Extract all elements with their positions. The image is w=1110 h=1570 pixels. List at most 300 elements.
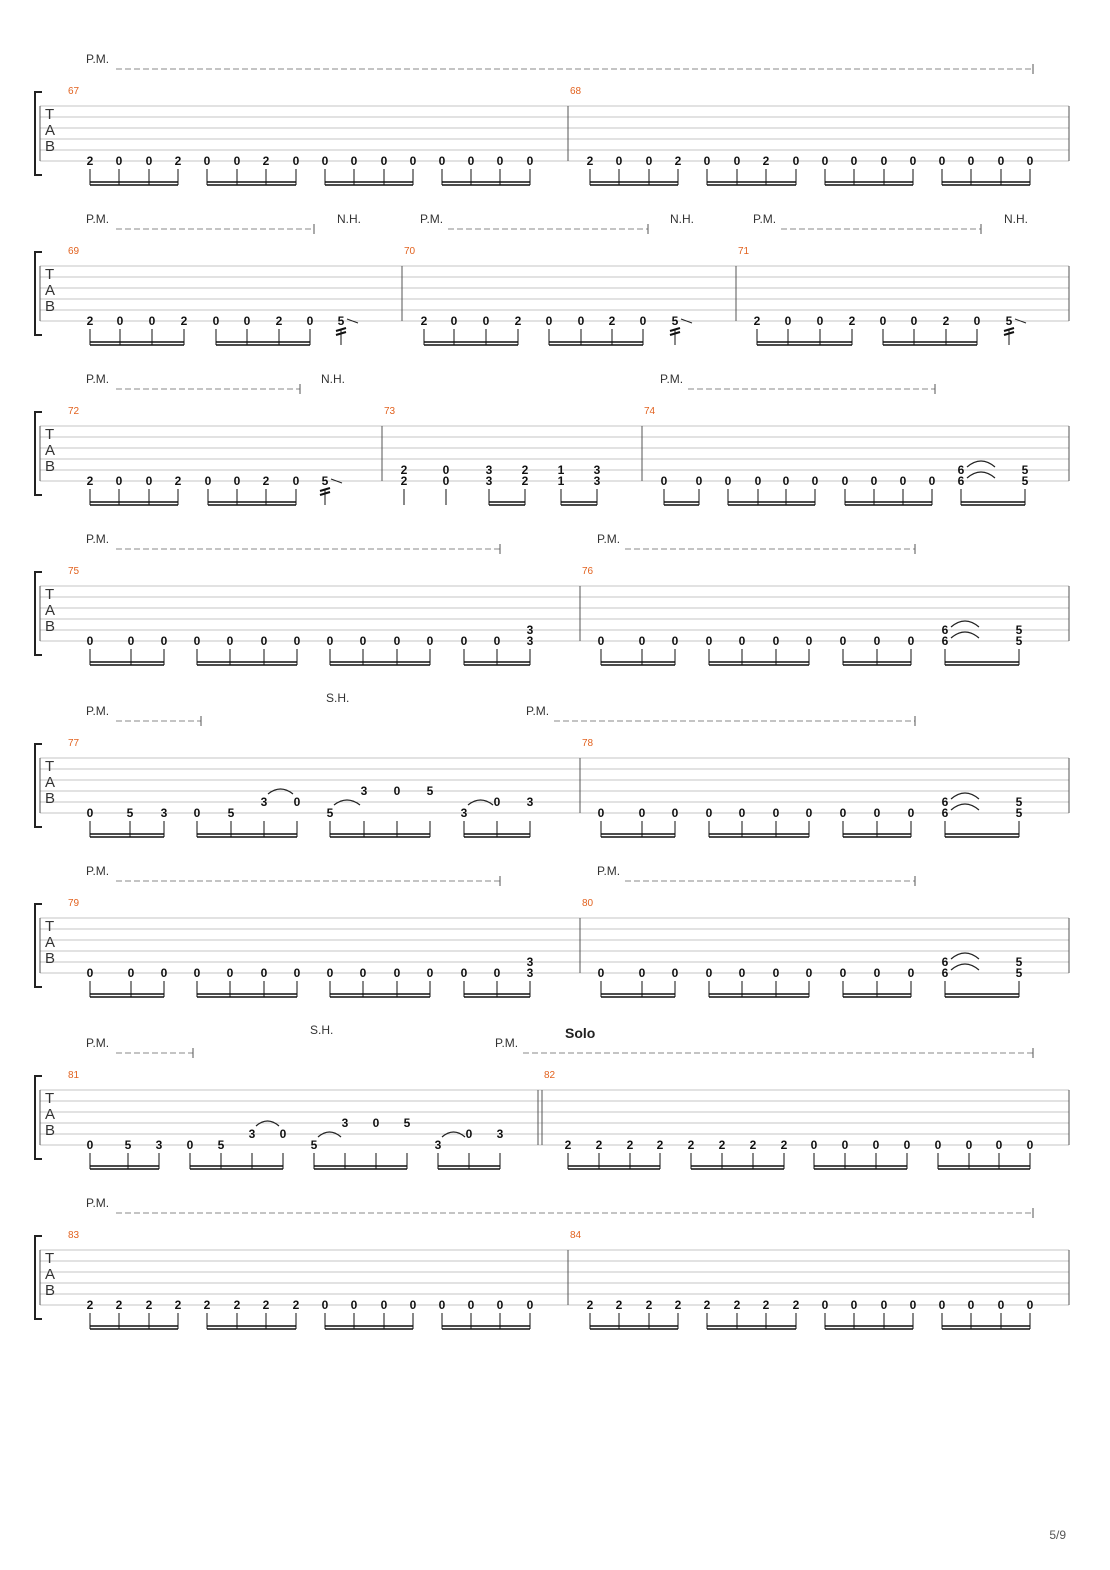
fret-number: 2 (86, 154, 94, 168)
fret-number: 0 (442, 474, 450, 488)
tab-clef-letter: B (45, 950, 56, 967)
fret-number: 0 (467, 154, 475, 168)
fret-number: 0 (86, 806, 94, 820)
fret-number: 0 (193, 634, 201, 648)
fret-number: 0 (928, 474, 936, 488)
fret-number: 0 (203, 154, 211, 168)
fret-number: 2 (262, 154, 270, 168)
fret-number: 0 (293, 795, 301, 809)
fret-number: 0 (526, 154, 534, 168)
system-bracket (35, 744, 42, 827)
fret-number: 0 (148, 314, 156, 328)
fret-number: 3 (593, 474, 601, 488)
fret-number: 0 (393, 966, 401, 980)
fret-number: 5 (1015, 623, 1023, 637)
fret-number: 3 (526, 955, 534, 969)
fret-number: 0 (724, 474, 732, 488)
fret-number: 0 (292, 474, 300, 488)
tie-arc (951, 793, 979, 799)
fret-number: 2 (86, 314, 94, 328)
fret-number: 6 (957, 463, 965, 477)
fret-number: 0 (465, 1127, 473, 1141)
fret-number: 0 (792, 154, 800, 168)
fret-number: 2 (400, 474, 408, 488)
fret-number: 0 (350, 154, 358, 168)
fret-number: 0 (899, 474, 907, 488)
fret-number: 0 (821, 154, 829, 168)
fret-number: 2 (780, 1138, 788, 1152)
fret-number: 0 (438, 1298, 446, 1312)
fret-number: 0 (326, 966, 334, 980)
tie-arc (951, 804, 979, 810)
section-label-solo: Solo (565, 1025, 596, 1041)
fret-number: 6 (941, 955, 949, 969)
fret-number: 0 (450, 314, 458, 328)
fret-number: 0 (442, 463, 450, 477)
tab-clef-letter: A (45, 602, 56, 619)
fret-number: 0 (359, 634, 367, 648)
fret-number: 5 (310, 1138, 318, 1152)
tab-clef-letter: A (45, 282, 56, 299)
annotation-pm: P.M. (597, 532, 621, 546)
measure-number: 70 (404, 246, 416, 257)
fret-number: 5 (1005, 314, 1013, 328)
measure-number: 69 (68, 246, 80, 257)
fret-number: 2 (626, 1138, 634, 1152)
fret-number: 0 (934, 1138, 942, 1152)
fret-number: 2 (174, 474, 182, 488)
fret-number: 0 (811, 474, 819, 488)
fret-number: 0 (903, 1138, 911, 1152)
fret-number: 2 (687, 1138, 695, 1152)
fret-number: 0 (805, 806, 813, 820)
fret-number: 3 (526, 623, 534, 637)
fret-number: 0 (279, 1127, 287, 1141)
fret-number: 0 (879, 314, 887, 328)
fret-number: 2 (733, 1298, 741, 1312)
fret-number: 0 (965, 1138, 973, 1152)
fret-number: 5 (1015, 806, 1023, 820)
system-bracket (35, 1236, 42, 1319)
tab-clef-letter: T (45, 1090, 55, 1107)
fret-number: 0 (880, 1298, 888, 1312)
fret-number: 0 (597, 806, 605, 820)
annotation-pm: P.M. (660, 372, 684, 386)
tab-clef-letter: T (45, 106, 55, 123)
annotation-pm: P.M. (86, 212, 110, 226)
fret-number: 0 (321, 154, 329, 168)
fret-number: 5 (671, 314, 679, 328)
annotation-pm: P.M. (86, 532, 110, 546)
fret-number: 2 (180, 314, 188, 328)
measure-number: 68 (570, 86, 582, 97)
fret-number: 2 (586, 1298, 594, 1312)
fret-number: 0 (805, 966, 813, 980)
fret-number: 0 (260, 966, 268, 980)
fret-number: 3 (341, 1116, 349, 1130)
fret-number: 0 (671, 806, 679, 820)
measure-number: 81 (68, 1070, 80, 1081)
fret-number: 0 (841, 1138, 849, 1152)
fret-number: 0 (145, 154, 153, 168)
fret-number: 3 (160, 806, 168, 820)
fret-number: 5 (326, 806, 334, 820)
fret-number: 5 (227, 806, 235, 820)
fret-number: 0 (703, 154, 711, 168)
fret-number: 3 (155, 1138, 163, 1152)
fret-number: 3 (360, 784, 368, 798)
fret-number: 0 (784, 314, 792, 328)
fret-number: 2 (608, 314, 616, 328)
tab-clef-letter: B (45, 138, 56, 155)
tab-clef-letter: A (45, 122, 56, 139)
annotation-pm: P.M. (86, 372, 110, 386)
fret-number: 0 (482, 314, 490, 328)
measure-number: 83 (68, 1230, 80, 1241)
fret-number: 0 (186, 1138, 194, 1152)
fret-number: 0 (638, 634, 646, 648)
annotation-pm: P.M. (86, 864, 110, 878)
fret-number: 0 (243, 314, 251, 328)
annotation-sh: S.H. (326, 691, 350, 705)
tab-clef-letter: B (45, 1282, 56, 1299)
fret-number: 0 (782, 474, 790, 488)
fret-number: 2 (848, 314, 856, 328)
fret-number: 0 (870, 474, 878, 488)
fret-number: 3 (496, 1127, 504, 1141)
fret-number: 0 (233, 154, 241, 168)
fret-number: 0 (380, 1298, 388, 1312)
annotation-nh: N.H. (337, 212, 361, 226)
annotation-pm: P.M. (86, 1196, 110, 1210)
fret-number: 3 (485, 463, 493, 477)
fret-number: 0 (638, 806, 646, 820)
fret-number: 0 (738, 634, 746, 648)
fret-number: 0 (997, 154, 1005, 168)
tab-clef-letter: T (45, 426, 55, 443)
tab-clef-letter: A (45, 774, 56, 791)
fret-number: 0 (116, 314, 124, 328)
fret-number: 0 (880, 154, 888, 168)
fret-number: 2 (514, 314, 522, 328)
fret-number: 1 (557, 474, 565, 488)
fret-number: 0 (850, 1298, 858, 1312)
tab-clef-letter: T (45, 266, 55, 283)
tie-arc (967, 461, 995, 467)
fret-number: 3 (248, 1127, 256, 1141)
fret-number: 0 (160, 966, 168, 980)
tab-clef-letter: B (45, 1122, 56, 1139)
fret-number: 0 (226, 634, 234, 648)
fret-number: 2 (521, 474, 529, 488)
measure-number: 67 (68, 86, 80, 97)
fret-number: 6 (941, 634, 949, 648)
fret-number: 2 (262, 474, 270, 488)
fret-number: 2 (749, 1138, 757, 1152)
fret-number: 2 (292, 1298, 300, 1312)
fret-number: 0 (997, 1298, 1005, 1312)
fret-number: 2 (233, 1298, 241, 1312)
fret-number: 0 (460, 634, 468, 648)
fret-number: 2 (942, 314, 950, 328)
fret-number: 2 (420, 314, 428, 328)
annotation-pm: P.M. (753, 212, 777, 226)
fret-number: 2 (400, 463, 408, 477)
fret-number: 5 (126, 806, 134, 820)
fret-number: 5 (1015, 634, 1023, 648)
fret-number: 0 (1026, 154, 1034, 168)
fret-number: 5 (337, 314, 345, 328)
fret-number: 0 (493, 966, 501, 980)
annotation-nh: N.H. (670, 212, 694, 226)
fret-number: 0 (995, 1138, 1003, 1152)
fret-number: 2 (174, 154, 182, 168)
fret-number: 0 (810, 1138, 818, 1152)
fret-number: 0 (460, 966, 468, 980)
fret-number: 0 (160, 634, 168, 648)
fret-number: 0 (115, 154, 123, 168)
fret-number: 0 (873, 966, 881, 980)
fret-number: 0 (705, 634, 713, 648)
annotation-sh: S.H. (310, 1023, 334, 1037)
fret-number: 0 (639, 314, 647, 328)
fret-number: 0 (193, 966, 201, 980)
fret-number: 5 (124, 1138, 132, 1152)
fret-number: 6 (941, 623, 949, 637)
tab-clef-letter: T (45, 1250, 55, 1267)
fret-number: 2 (595, 1138, 603, 1152)
fret-number: 2 (115, 1298, 123, 1312)
fret-number: 0 (772, 634, 780, 648)
fret-number: 0 (493, 795, 501, 809)
fret-number: 5 (426, 784, 434, 798)
tab-clef-letter: A (45, 442, 56, 459)
annotation-pm: P.M. (86, 704, 110, 718)
tab-clef-letter: B (45, 298, 56, 315)
fret-number: 0 (526, 1298, 534, 1312)
fret-number: 0 (293, 634, 301, 648)
fret-number: 0 (426, 966, 434, 980)
fret-number: 0 (907, 806, 915, 820)
fret-number: 2 (762, 1298, 770, 1312)
tab-clef-letter: B (45, 790, 56, 807)
fret-number: 0 (695, 474, 703, 488)
fret-number: 0 (967, 154, 975, 168)
tab-clef-letter: T (45, 918, 55, 935)
fret-number: 0 (226, 966, 234, 980)
fret-number: 6 (957, 474, 965, 488)
fret-number: 0 (321, 1298, 329, 1312)
system-bracket (35, 92, 42, 175)
fret-number: 2 (86, 1298, 94, 1312)
fret-number: 0 (907, 966, 915, 980)
fret-number: 0 (821, 1298, 829, 1312)
measure-number: 71 (738, 246, 750, 257)
fret-number: 0 (86, 634, 94, 648)
measure-number: 72 (68, 406, 80, 417)
measure-number: 82 (544, 1070, 556, 1081)
tie-arc (951, 621, 979, 627)
measure-number: 84 (570, 1230, 582, 1241)
fret-number: 0 (872, 1138, 880, 1152)
annotation-nh: N.H. (1004, 212, 1028, 226)
fret-number: 0 (493, 634, 501, 648)
fret-number: 2 (792, 1298, 800, 1312)
fret-number: 2 (174, 1298, 182, 1312)
fret-number: 0 (754, 474, 762, 488)
system-bracket (35, 904, 42, 987)
fret-number: 0 (873, 634, 881, 648)
fret-number: 0 (973, 314, 981, 328)
fret-number: 0 (671, 966, 679, 980)
fret-number: 0 (733, 154, 741, 168)
fret-number: 0 (938, 1298, 946, 1312)
fret-number: 0 (426, 634, 434, 648)
fret-number: 2 (645, 1298, 653, 1312)
annotation-pm: P.M. (420, 212, 444, 226)
fret-number: 5 (321, 474, 329, 488)
fret-number: 0 (193, 806, 201, 820)
fret-number: 0 (772, 806, 780, 820)
fret-number: 3 (526, 634, 534, 648)
fret-number: 0 (204, 474, 212, 488)
fret-number: 0 (597, 634, 605, 648)
fret-number: 0 (86, 966, 94, 980)
fret-number: 0 (909, 154, 917, 168)
system-bracket (35, 252, 42, 335)
fret-number: 2 (564, 1138, 572, 1152)
fret-number: 3 (460, 806, 468, 820)
fret-number: 0 (910, 314, 918, 328)
measure-number: 78 (582, 738, 594, 749)
fret-number: 0 (705, 966, 713, 980)
fret-number: 0 (597, 966, 605, 980)
tab-clef-letter: T (45, 758, 55, 775)
fret-number: 0 (841, 474, 849, 488)
fret-number: 3 (593, 463, 601, 477)
fret-number: 0 (909, 1298, 917, 1312)
fret-number: 0 (409, 154, 417, 168)
measure-number: 80 (582, 898, 594, 909)
fret-number: 0 (212, 314, 220, 328)
fret-number: 0 (671, 634, 679, 648)
fret-number: 2 (762, 154, 770, 168)
annotation-pm: P.M. (86, 1036, 110, 1050)
fret-number: 5 (1015, 795, 1023, 809)
fret-number: 5 (403, 1116, 411, 1130)
fret-number: 0 (938, 154, 946, 168)
fret-number: 0 (127, 966, 135, 980)
tab-clef-letter: T (45, 586, 55, 603)
fret-number: 0 (145, 474, 153, 488)
fret-number: 0 (380, 154, 388, 168)
fret-number: 6 (941, 966, 949, 980)
fret-number: 3 (434, 1138, 442, 1152)
fret-number: 0 (705, 806, 713, 820)
fret-number: 0 (738, 806, 746, 820)
fret-number: 0 (660, 474, 668, 488)
fret-number: 0 (372, 1116, 380, 1130)
annotation-pm: P.M. (597, 864, 621, 878)
fret-number: 2 (718, 1138, 726, 1152)
fret-number: 2 (703, 1298, 711, 1312)
fret-number: 0 (467, 1298, 475, 1312)
fret-number: 0 (496, 1298, 504, 1312)
fret-number: 2 (586, 154, 594, 168)
fret-number: 2 (275, 314, 283, 328)
fret-number: 0 (438, 154, 446, 168)
fret-number: 0 (350, 1298, 358, 1312)
fret-number: 0 (1026, 1298, 1034, 1312)
measure-number: 73 (384, 406, 396, 417)
fret-number: 0 (409, 1298, 417, 1312)
fret-number: 0 (638, 966, 646, 980)
fret-number: 0 (738, 966, 746, 980)
fret-number: 2 (674, 1298, 682, 1312)
tab-clef-letter: A (45, 1266, 56, 1283)
fret-number: 0 (816, 314, 824, 328)
system-bracket (35, 412, 42, 495)
tie-arc (967, 472, 995, 478)
fret-number: 0 (839, 966, 847, 980)
measure-number: 76 (582, 566, 594, 577)
fret-number: 2 (753, 314, 761, 328)
fret-number: 0 (967, 1298, 975, 1312)
fret-number: 0 (545, 314, 553, 328)
fret-number: 5 (217, 1138, 225, 1152)
fret-number: 0 (393, 784, 401, 798)
fret-number: 0 (233, 474, 241, 488)
fret-number: 6 (941, 806, 949, 820)
fret-number: 0 (772, 966, 780, 980)
fret-number: 0 (839, 806, 847, 820)
fret-number: 0 (873, 806, 881, 820)
annotation-pm: P.M. (86, 52, 110, 66)
fret-number: 0 (850, 154, 858, 168)
tie-arc (951, 953, 979, 959)
fret-number: 0 (86, 1138, 94, 1152)
tab-clef-letter: A (45, 934, 56, 951)
fret-number: 0 (577, 314, 585, 328)
measure-number: 79 (68, 898, 80, 909)
fret-number: 0 (907, 634, 915, 648)
fret-number: 0 (645, 154, 653, 168)
fret-number: 2 (145, 1298, 153, 1312)
fret-number: 0 (393, 634, 401, 648)
fret-number: 5 (1021, 463, 1029, 477)
fret-number: 0 (615, 154, 623, 168)
fret-number: 0 (260, 634, 268, 648)
fret-number: 0 (292, 154, 300, 168)
fret-number: 0 (496, 154, 504, 168)
tab-clef-letter: B (45, 618, 56, 635)
fret-number: 0 (805, 634, 813, 648)
fret-number: 0 (1026, 1138, 1034, 1152)
fret-number: 2 (521, 463, 529, 477)
fret-number: 0 (326, 634, 334, 648)
measure-number: 74 (644, 406, 656, 417)
fret-number: 0 (293, 966, 301, 980)
fret-number: 0 (839, 634, 847, 648)
page-number: 5/9 (1049, 1528, 1066, 1542)
measure-number: 75 (68, 566, 80, 577)
fret-number: 3 (526, 795, 534, 809)
annotation-nh: N.H. (321, 372, 345, 386)
fret-number: 5 (1021, 474, 1029, 488)
tie-arc (951, 964, 979, 970)
fret-number: 5 (1015, 955, 1023, 969)
fret-number: 0 (127, 634, 135, 648)
